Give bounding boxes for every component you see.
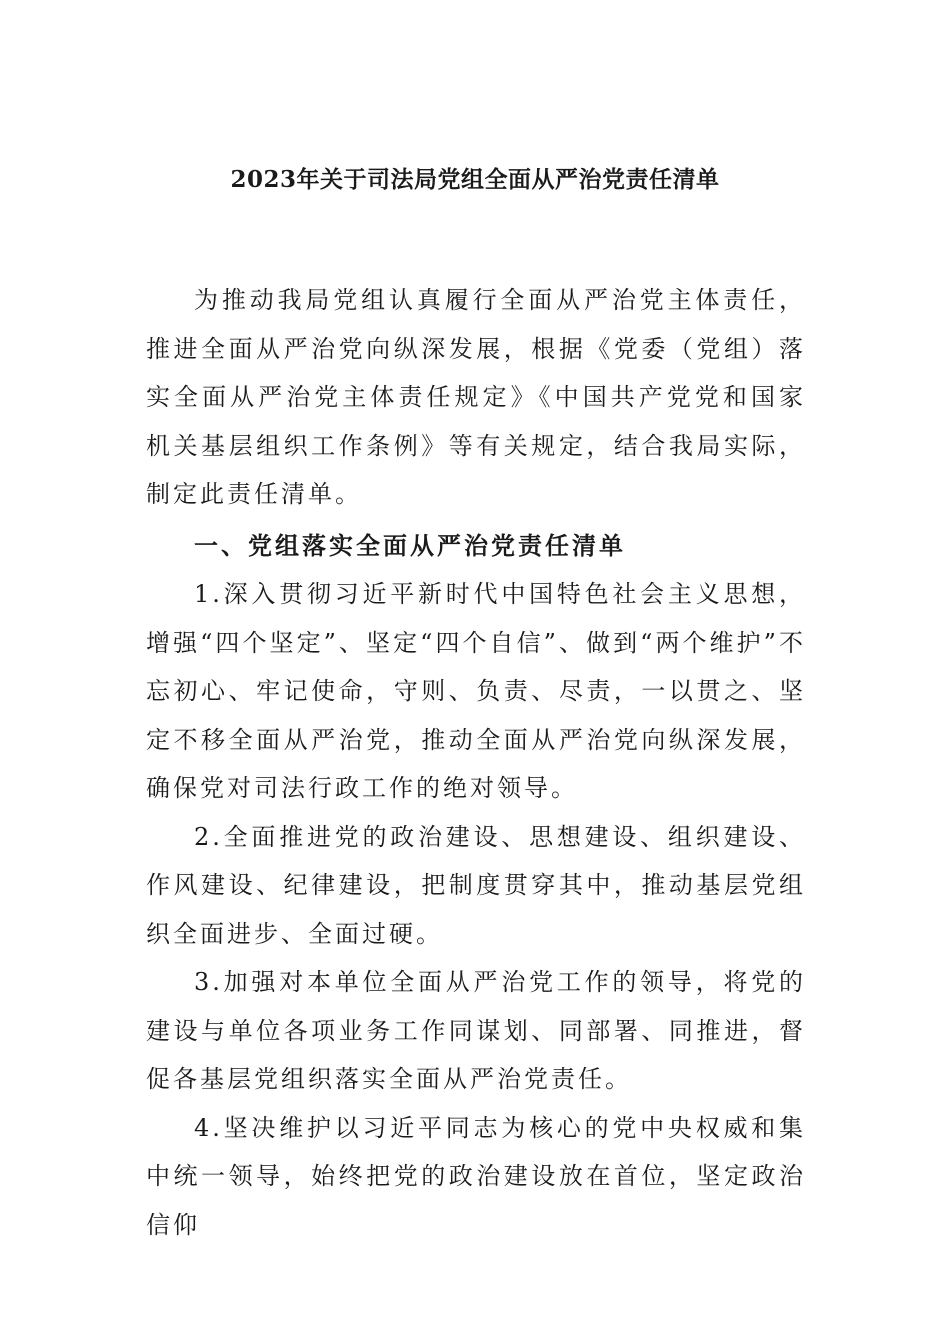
intro-paragraph: 为推动我局党组认真履行全面从严治党主体责任，推进全面从严治党向纵深发展，根据《党委（党组）落实全面从严治党主体责任规定》《中国共产党党和国家机关基层组织工作条例》等有关规定，结合我局实际，制定此责任清单。 <box>146 286 806 508</box>
list-item-3: 3.加强对本单位全面从严治党工作的领导，将党的建设与单位各项业务工作同谋划、同部署、同推进，督促各基层党组织落实全面从严治党责任。 <box>146 968 806 1093</box>
list-item-4: 4.坚决维护以习近平同志为核心的党中央权威和集中统一领导，始终把党的政治建设放在首位，坚定政治信仰 <box>146 1113 806 1239</box>
list-item-2: 2.全面推进党的政治建设、思想建设、组织建设、作风建设、纪律建设，把制度贯穿其中，推动基层党组织全面进步、全面过硬。 <box>146 822 806 948</box>
document-body <box>146 276 806 1249</box>
list-item-1: 1.深入贯彻习近平新时代中国特色社会主义思想，增强“四个坚定”、坚定“四个自信”、做到“两个维护”不忘初心、牢记使命，守则、负责、尽责，一以贯之、坚定不移全面从严治党，推动全面从严治党向纵深发展，确保党对司法行政工作的绝对领导。 <box>146 580 806 802</box>
section-heading: 一、党组落实全面从严治党责任清单 <box>194 530 626 560</box>
document-title: 2023年关于司法局党组全面从严治党责任清单 <box>230 166 720 193</box>
